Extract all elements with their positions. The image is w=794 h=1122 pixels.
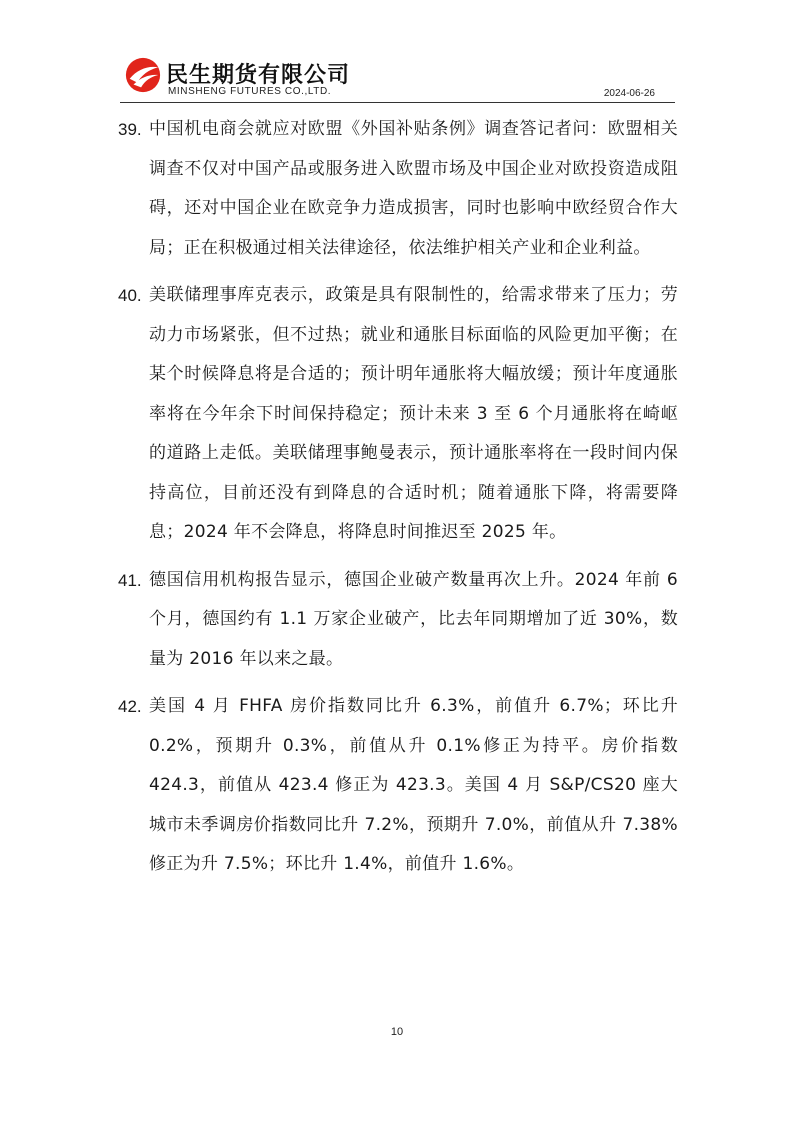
page-header: [120, 50, 675, 103]
news-item: [118, 110, 678, 268]
news-item-number: 40.: [118, 286, 142, 305]
company-name-en: MINSHENG FUTURES CO.,LTD.: [168, 86, 332, 97]
news-item: [118, 276, 678, 553]
news-item-number: 39.: [118, 120, 142, 139]
news-item-text: 德国信用机构报告显示，德国企业破产数量再次上升。2024 年前 6 个月，德国约有 1.1 万家企业破产，比去年同期增加了近 30%，数量为 2016 年以来之最。: [149, 569, 678, 669]
news-item: [118, 561, 678, 680]
company-name-cn: 民生期货有限公司: [166, 63, 351, 88]
news-item-text: 中国机电商会就应对欧盟《外国补贴条例》调查答记者问：欧盟相关调查不仅对中国产品或服务进入欧盟市场及中国企业对欧投资造成阻碍，还对中国企业在欧竞争力造成损害，同时也影响中欧经贸合作大局；正在积极通过相关法律途径，依法维护相关产业和企业利益。: [149, 119, 678, 258]
report-date: 2024-06-26: [603, 88, 655, 99]
minsheng-logo-icon: [124, 56, 162, 94]
news-list: [118, 110, 678, 893]
news-item: [118, 687, 678, 885]
news-item-text: 美国 4 月 FHFA 房价指数同比升 6.3%，前值升 6.7%；环比升 0.2%，预期升 0.3%，前值从升 0.1%修正为持平。房价指数 424.3，前值从 423.4 修正为 423.3。美国 4 月 S&P/CS20 座大城市未季调房价指数同比升 7.2%，预期升 7.0%，前值从升 7.38%修正为升 7.5%；环比升 1.4%，前值升 1.6%。: [149, 696, 678, 874]
news-item-number: 42.: [118, 697, 142, 716]
news-item-text: 美联储理事库克表示，政策是具有限制性的，给需求带来了压力；劳动力市场紧张，但不过热；就业和通胀目标面临的风险更加平衡；在某个时候降息将是合适的；预计明年通胀将大幅放缓；预计年度通胀率将在今年余下时间保持稳定；预计未来 3 至 6 个月通胀将在崎岖的道路上走低。美联储理事鲍曼表示，预计通胀率将在一段时间内保持高位，目前还没有到降息的合适时机；随着通胀下降，将需要降息；2024 年不会降息，将降息时间推迟至 2025 年。: [149, 285, 678, 542]
page-number: 10: [390, 1026, 404, 1038]
news-item-number: 41.: [118, 570, 142, 590]
